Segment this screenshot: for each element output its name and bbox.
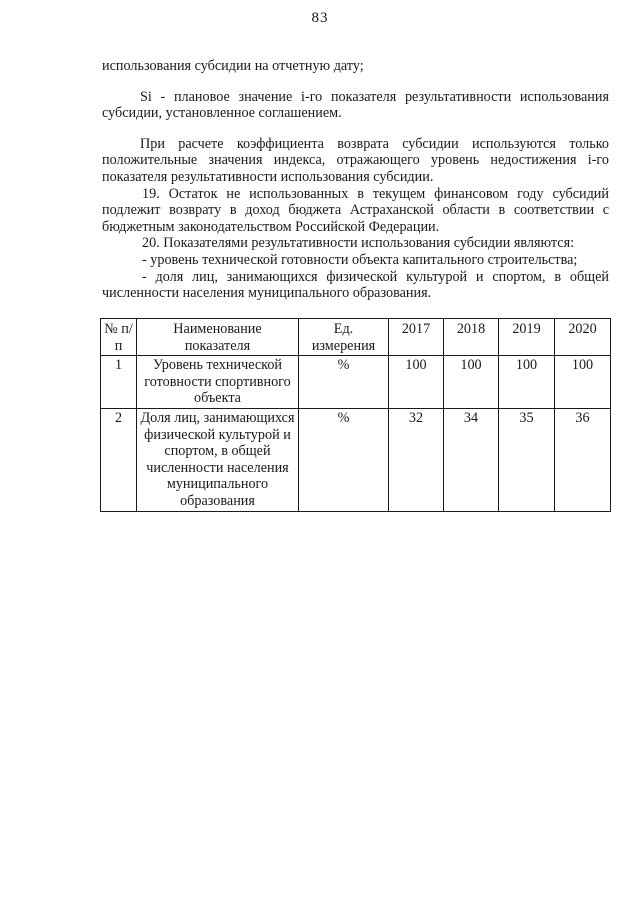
indicators-table [100,318,611,512]
cell-unit: % [299,356,389,409]
header-unit: Ед. измерения [299,319,389,356]
paragraph-p4: 19. Остаток не использованных в текущем финансовом году субсидий подлежит возврату в доход бюджета Астраханской области в соответствии с бюджетным законодательством Российской Федерации. [102,185,609,235]
cell-num: 2 [101,408,137,511]
cell-2018: 100 [444,356,499,409]
cell-name: Доля лиц, занимающихся физической культурой и спортом, в общей численности населения муниципального образования [137,408,299,511]
paragraph-p6: - уровень технической готовности объекта капитального строительства; [142,251,578,268]
header-2018: 2018 [444,319,499,356]
table-row [101,356,611,409]
cell-2019: 35 [499,408,555,511]
header-2019: 2019 [499,319,555,356]
paragraph-p1: использования субсидии на отчетную дату; [102,58,364,74]
paragraph-p2: Si - плановое значение i-го показателя результативности использования субсидии, установленное соглашением. [102,88,609,122]
header-name: Наименование показателя [137,319,299,356]
cell-2019: 100 [499,356,555,409]
cell-unit: % [299,408,389,511]
cell-2020: 100 [555,356,611,409]
paragraph-p7: - доля лиц, занимающихся физической культурой и спортом, в общей численности населения муниципального образования. [102,268,609,302]
table-row [101,408,611,511]
cell-2020: 36 [555,408,611,511]
header-2017: 2017 [389,319,444,356]
page-number: 83 [311,10,329,26]
cell-2018: 34 [444,408,499,511]
table-header-row [101,319,611,356]
paragraph-p3: При расчете коэффициента возврата субсидии используются только положительные значения индекса, отражающего уровень недостижения i-го показателя результативности использования субсидии. [102,135,609,185]
document-body [102,58,609,302]
header-num: № п/п [101,319,137,356]
cell-name: Уровень технической готовности спортивного объекта [137,356,299,409]
header-2020: 2020 [555,319,611,356]
cell-num: 1 [101,356,137,409]
paragraph-p5: 20. Показателями результативности использования субсидии являются: [142,235,575,252]
cell-2017: 32 [389,408,444,511]
cell-2017: 100 [389,356,444,409]
